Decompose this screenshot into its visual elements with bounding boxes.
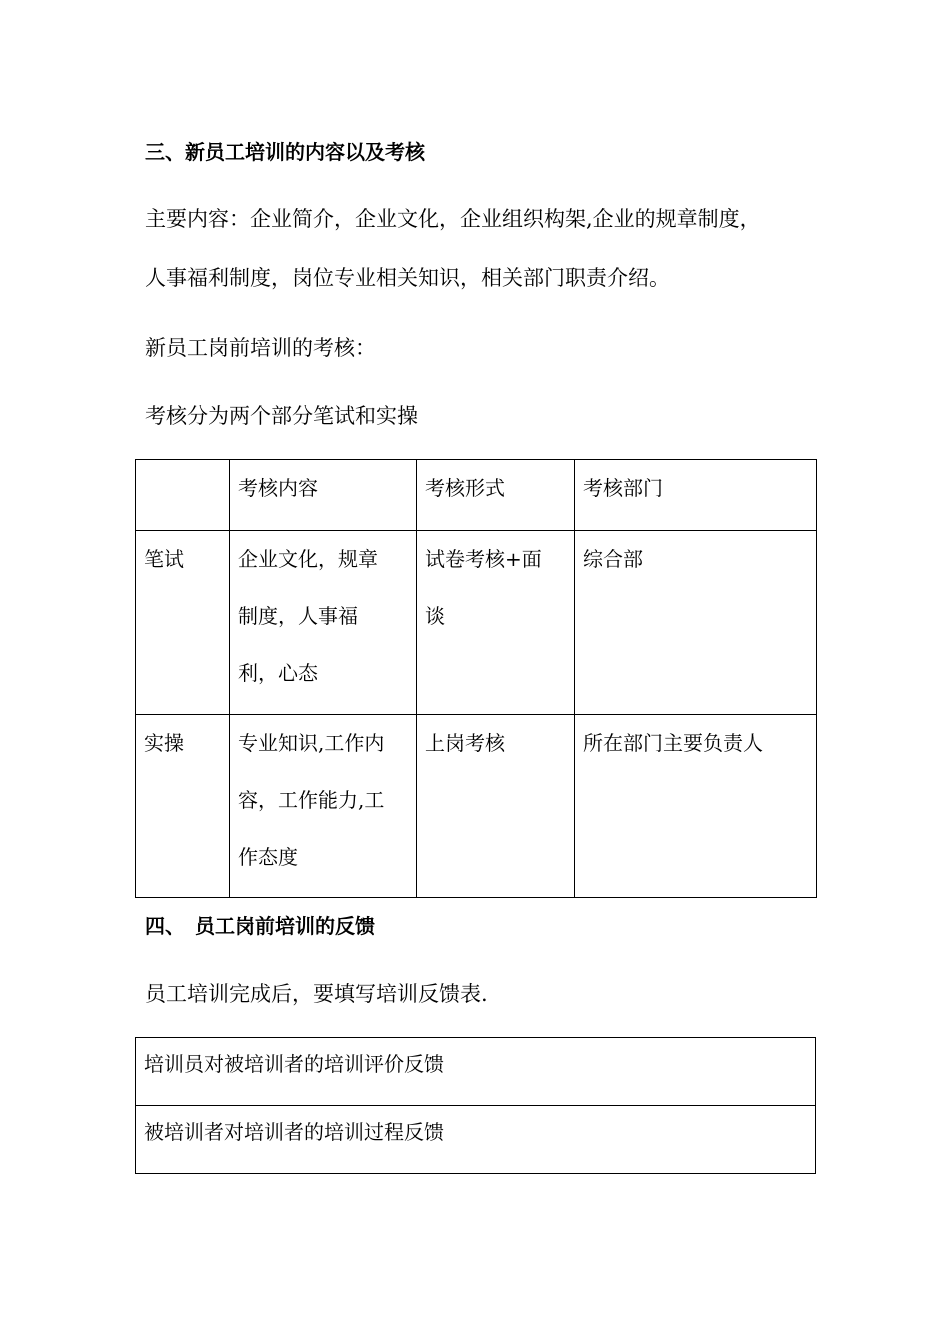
main-content-line-2: 人事福利制度，岗位专业相关知识，相关部门职责介绍。 [145,266,670,290]
section4-heading: 四、 员工岗前培训的反馈 [145,914,375,938]
header-cell-content: 考核内容 [230,460,417,531]
feedback-table [135,1037,816,1174]
table-row [136,1106,816,1174]
content-line: 作态度 [238,845,298,869]
row-dept-cell: 综合部 [575,531,817,715]
row-content-cell [230,531,417,715]
main-content-line-1: 主要内容：企业简介，企业文化，企业组织构架,企业的规章制度， [145,207,761,231]
form-line: 试卷考核+面 [425,547,542,571]
assessment-intro: 考核分为两个部分笔试和实操 [145,404,418,428]
table-row [136,531,817,715]
row-dept-cell: 所在部门主要负责人 [575,715,817,898]
table-row [136,1038,816,1106]
assessment-title: 新员工岗前培训的考核： [145,336,376,360]
row-form-cell [417,715,575,898]
content-line: 企业文化，规章 [238,547,378,571]
table-row [136,715,817,898]
header-cell-form: 考核形式 [417,460,575,531]
section3-heading: 三、新员工培训的内容以及考核 [145,140,425,164]
header-cell-dept: 考核部门 [575,460,817,531]
feedback-cell: 被培训者对培训者的培训过程反馈 [136,1106,816,1174]
assessment-table [135,459,817,898]
content-line: 容，工作能力,工 [238,788,385,812]
feedback-cell: 培训员对被培训者的培训评价反馈 [136,1038,816,1106]
content-line: 利，心态 [238,661,318,685]
row-content-cell [230,715,417,898]
form-line: 谈 [425,604,445,628]
row-type-cell: 笔试 [136,531,230,715]
row-form-cell [417,531,575,715]
content-line: 制度，人事福 [238,604,358,628]
row-type-cell: 实操 [136,715,230,898]
content-line: 专业知识,工作内 [238,731,385,755]
form-line: 上岗考核 [425,731,505,755]
feedback-intro: 员工培训完成后，要填写培训反馈表. [145,982,488,1006]
